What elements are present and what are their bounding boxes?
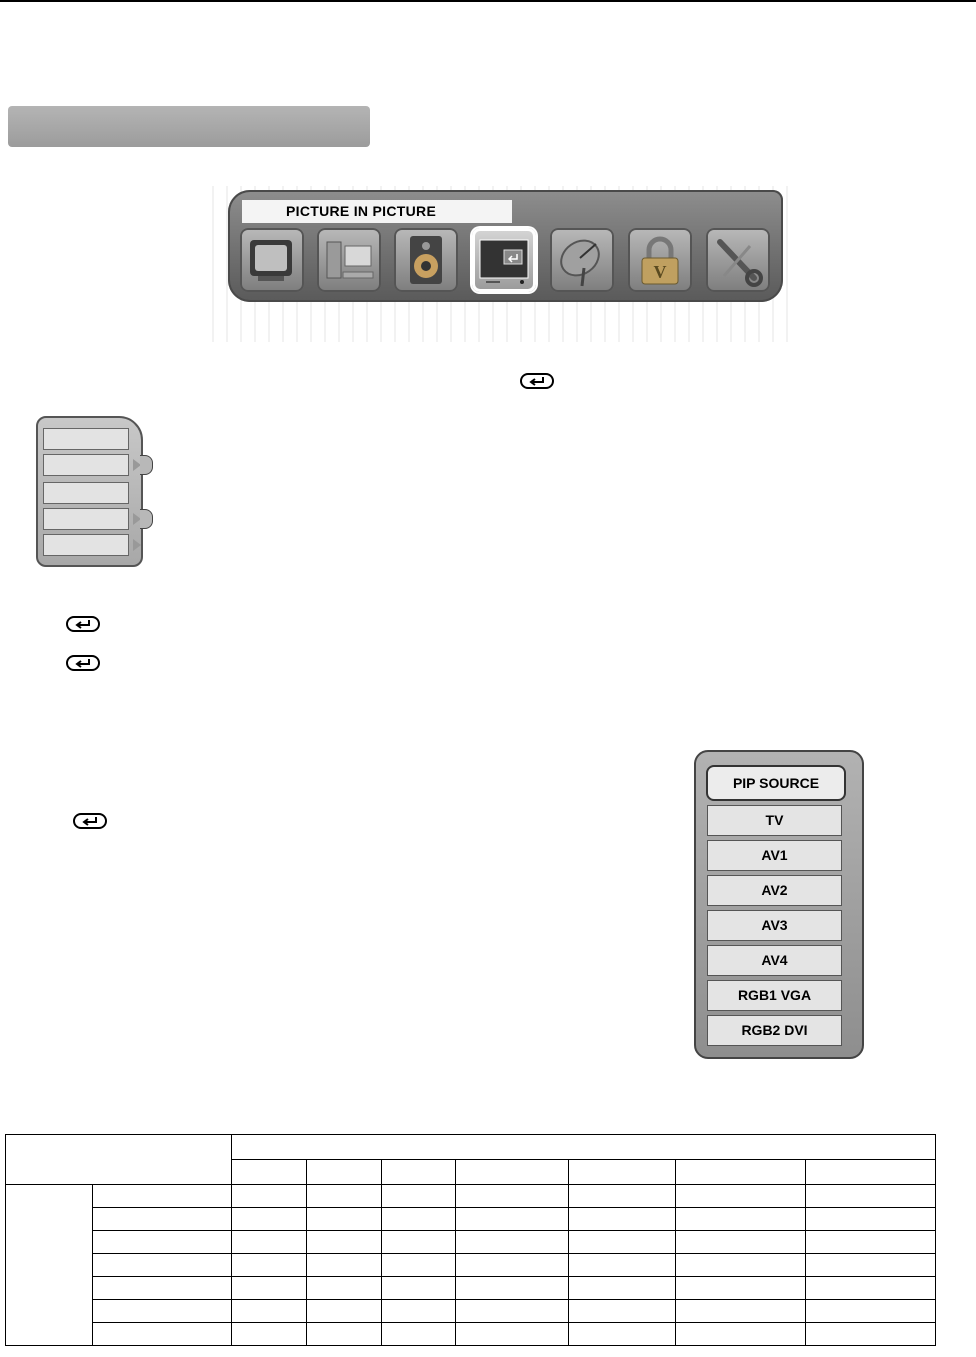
table-cell <box>676 1277 806 1300</box>
table-cell <box>232 1185 307 1208</box>
table-corner-cell <box>6 1135 232 1185</box>
table-cell <box>307 1277 382 1300</box>
table-cell <box>307 1300 382 1323</box>
top-rule <box>0 0 976 2</box>
table-cell <box>456 1208 569 1231</box>
table-cell <box>676 1160 806 1185</box>
pip-source-rgb2-dvi[interactable]: RGB2 DVI <box>707 1015 842 1046</box>
table-row <box>6 1300 936 1323</box>
table-cell <box>569 1254 676 1277</box>
submenu-item[interactable] <box>43 482 129 504</box>
table-row <box>6 1231 936 1254</box>
table-cell <box>93 1208 232 1231</box>
table-cell <box>456 1300 569 1323</box>
table-cell <box>307 1208 382 1231</box>
submenu-tab <box>140 455 153 475</box>
pip-source-av4[interactable]: AV4 <box>707 945 842 976</box>
table-cell <box>806 1300 936 1323</box>
enter-key-icon <box>73 813 107 829</box>
enter-key-icon <box>66 655 100 671</box>
table-cell <box>382 1277 456 1300</box>
table-header-cell <box>232 1135 936 1160</box>
table-cell <box>569 1185 676 1208</box>
computer-icon[interactable] <box>317 228 381 292</box>
pip-source-tv[interactable]: TV <box>707 805 842 836</box>
table-group-cell <box>6 1185 93 1346</box>
table-cell <box>382 1300 456 1323</box>
table-cell <box>382 1208 456 1231</box>
table-cell <box>93 1277 232 1300</box>
table-cell <box>806 1185 936 1208</box>
table-cell <box>93 1231 232 1254</box>
submenu-arrow-icon <box>133 539 141 551</box>
table-cell <box>569 1300 676 1323</box>
table-cell <box>382 1231 456 1254</box>
table-cell <box>456 1323 569 1346</box>
osd-main-menu <box>228 190 783 302</box>
pip-source-av2[interactable]: AV2 <box>707 875 842 906</box>
padlock-icon[interactable] <box>628 228 692 292</box>
pip-icon[interactable] <box>472 228 536 292</box>
table-cell <box>569 1231 676 1254</box>
submenu-item[interactable] <box>43 454 129 476</box>
table-row <box>6 1277 936 1300</box>
table-cell <box>232 1208 307 1231</box>
table-cell <box>806 1208 936 1231</box>
table-cell <box>456 1231 569 1254</box>
table-row <box>6 1254 936 1277</box>
table-cell <box>93 1300 232 1323</box>
submenu-item[interactable] <box>43 428 129 450</box>
table-cell <box>456 1254 569 1277</box>
submenu-item[interactable] <box>43 508 129 530</box>
picture-icon[interactable] <box>240 228 304 292</box>
menu-title: PICTURE IN PICTURE <box>242 200 512 223</box>
table-row <box>6 1208 936 1231</box>
table-cell <box>806 1231 936 1254</box>
table-cell <box>806 1254 936 1277</box>
submenu-item[interactable] <box>43 534 129 556</box>
pip-source-av1[interactable]: AV1 <box>707 840 842 871</box>
table-cell <box>232 1231 307 1254</box>
table-cell <box>676 1300 806 1323</box>
table-cell <box>806 1323 936 1346</box>
table-cell <box>232 1300 307 1323</box>
pip-source-av3[interactable]: AV3 <box>707 910 842 941</box>
table-cell <box>382 1254 456 1277</box>
table-cell <box>307 1254 382 1277</box>
pip-source-rgb1-vga[interactable]: RGB1 VGA <box>707 980 842 1011</box>
table-row <box>6 1135 936 1160</box>
table-cell <box>676 1231 806 1254</box>
table-cell <box>307 1323 382 1346</box>
table-cell <box>307 1231 382 1254</box>
table-cell <box>456 1185 569 1208</box>
table-cell <box>806 1277 936 1300</box>
table-cell <box>382 1160 456 1185</box>
table-cell <box>232 1160 307 1185</box>
table-cell <box>232 1254 307 1277</box>
table-cell <box>569 1160 676 1185</box>
table-row <box>6 1323 936 1346</box>
table-row <box>6 1185 936 1208</box>
table-cell <box>676 1185 806 1208</box>
table-cell <box>456 1277 569 1300</box>
table-cell <box>93 1323 232 1346</box>
table-cell <box>676 1208 806 1231</box>
svg-text:V: V <box>653 262 667 282</box>
table-cell <box>232 1323 307 1346</box>
section-header-bar <box>8 106 370 147</box>
pip-submenu <box>36 416 143 567</box>
table-cell <box>232 1277 307 1300</box>
enter-key-icon <box>66 616 100 632</box>
table-cell <box>806 1160 936 1185</box>
satellite-dish-icon[interactable] <box>550 228 614 292</box>
enter-key-icon <box>520 373 554 389</box>
table-cell <box>569 1208 676 1231</box>
table-cell <box>93 1185 232 1208</box>
table-cell <box>307 1160 382 1185</box>
submenu-tab <box>140 509 153 529</box>
pip-source-title: PIP SOURCE <box>706 765 846 801</box>
table-cell <box>569 1277 676 1300</box>
wrench-icon[interactable] <box>706 228 770 292</box>
table-cell <box>676 1254 806 1277</box>
table-cell <box>569 1323 676 1346</box>
pip-source-menu <box>694 750 864 1059</box>
table-cell <box>307 1185 382 1208</box>
speaker-icon[interactable] <box>394 228 458 292</box>
table-cell <box>676 1323 806 1346</box>
table-cell <box>456 1160 569 1185</box>
table-cell <box>382 1185 456 1208</box>
table-cell <box>93 1254 232 1277</box>
pip-compatibility-table <box>5 1134 936 1346</box>
table-cell <box>382 1323 456 1346</box>
